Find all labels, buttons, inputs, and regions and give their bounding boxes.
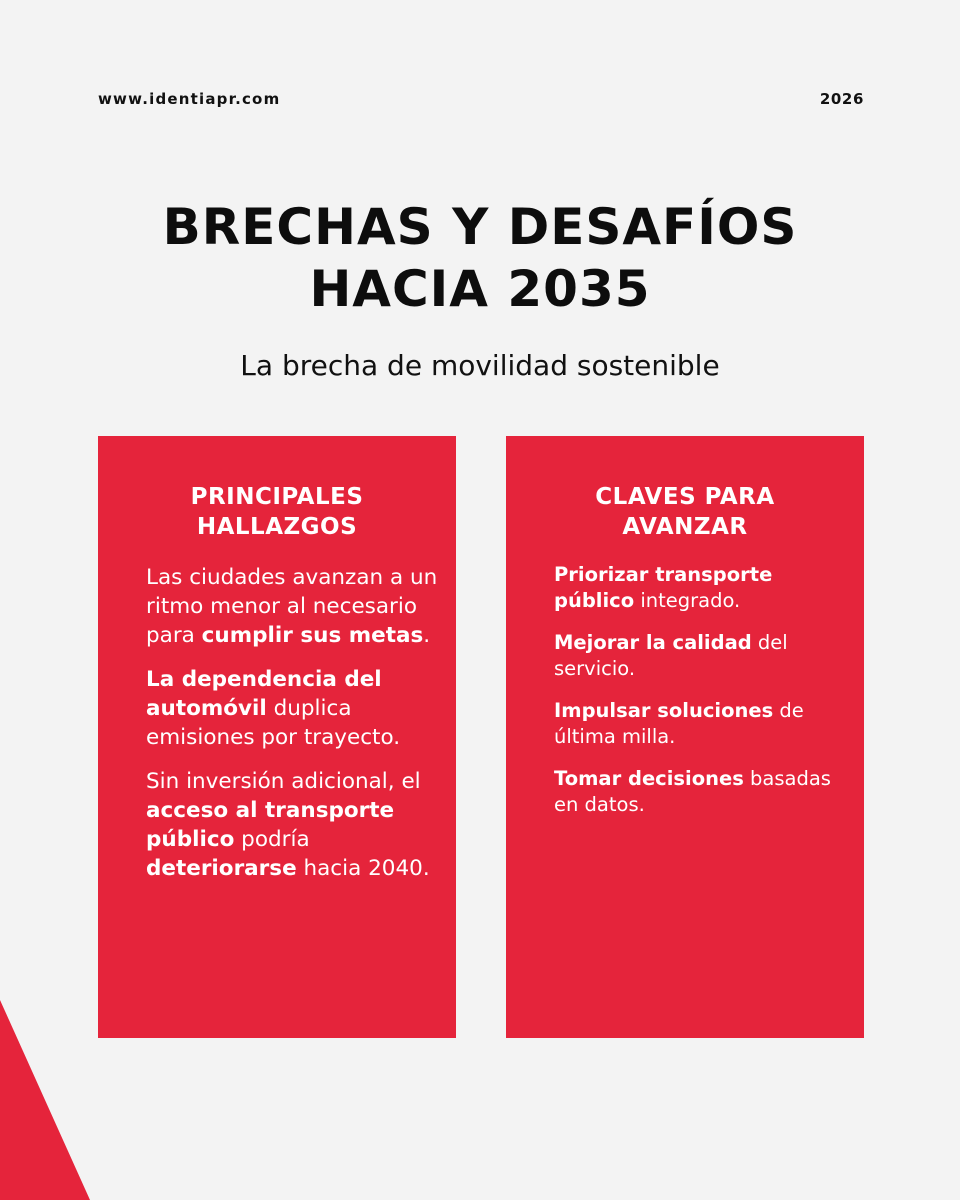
key-emphasis: Tomar decisiones [554, 767, 744, 790]
findings-heading [98, 482, 456, 542]
page-title [0, 196, 960, 320]
keys-list [554, 562, 854, 834]
key-emphasis: Mejorar la calidad [554, 631, 752, 654]
keys-heading [506, 482, 864, 542]
finding-emphasis: acceso al transporte público [146, 798, 395, 852]
page-subtitle: La brecha de movilidad sostenible [240, 349, 720, 382]
keys-heading-line-1: CLAVES PARA [595, 484, 775, 510]
site-url: www.identiapr.com [98, 90, 281, 108]
finding-text: duplica emisiones por trayecto. [146, 696, 401, 750]
finding-text: podría [234, 827, 310, 852]
key-text: integrado. [634, 589, 741, 612]
key-item [554, 562, 854, 614]
key-item [554, 630, 854, 682]
finding-text: hacia 2040. [296, 856, 430, 881]
key-item [554, 698, 854, 750]
key-text: de última milla. [554, 699, 804, 748]
findings-card [98, 436, 456, 1038]
corner-triangle-shape [0, 1000, 90, 1200]
year-label: 2026 [819, 90, 864, 108]
finding-text: Sin inversión adicional, el [146, 769, 421, 794]
finding-emphasis: cumplir sus metas [201, 623, 424, 648]
key-emphasis: Impulsar soluciones [554, 699, 774, 722]
finding-emphasis: deteriorarse [146, 856, 297, 881]
title-line-1: BRECHAS Y DESAFÍOS [162, 198, 798, 256]
keys-heading-line-2: AVANZAR [622, 514, 748, 540]
key-text: basadas en datos. [554, 767, 831, 816]
finding-text: Las ciudades avanzan a un ritmo menor al necesario para [146, 565, 438, 648]
keys-card [506, 436, 864, 1038]
finding-item [146, 563, 442, 650]
key-emphasis: Priorizar transporte público [554, 563, 773, 612]
title-line-2: HACIA 2035 [309, 260, 651, 318]
key-item [554, 766, 854, 818]
key-text: del servicio. [554, 631, 788, 680]
finding-item [146, 665, 442, 752]
finding-item [146, 767, 442, 883]
finding-emphasis: La dependencia del automóvil [146, 667, 382, 721]
findings-heading-line-2: HALLAZGOS [196, 514, 358, 540]
findings-heading-line-1: PRINCIPALES [190, 484, 364, 510]
corner-triangle-decoration [0, 1000, 100, 1200]
finding-text: . [423, 623, 431, 648]
findings-list [146, 563, 442, 898]
